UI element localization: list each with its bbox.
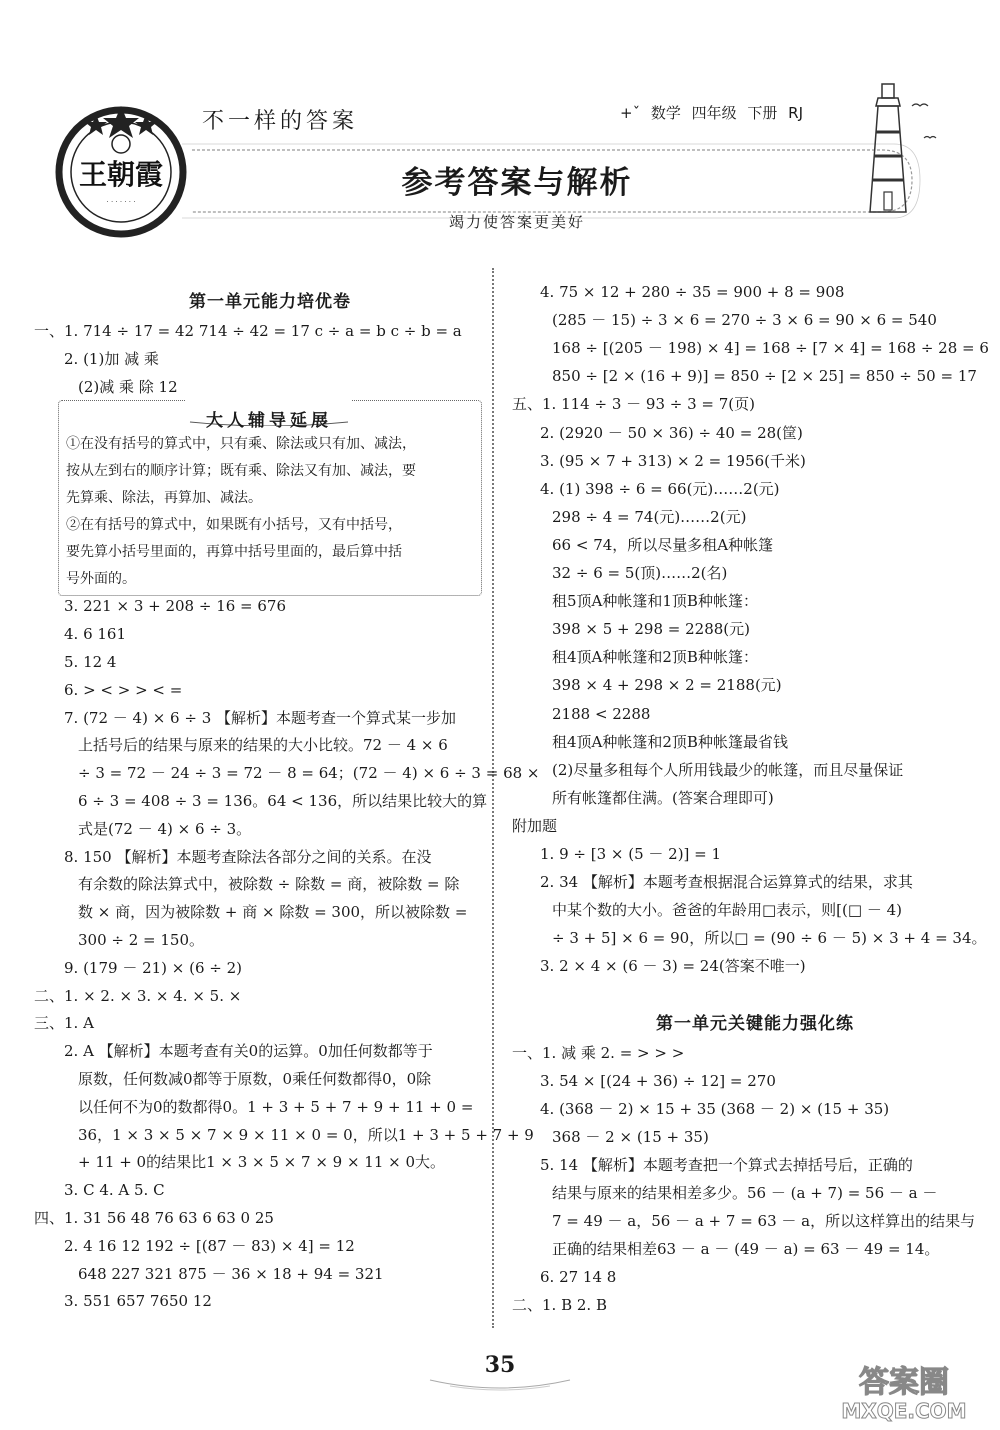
answer-line: ÷ 3 + 5] × 6 = 90，所以□ = (90 ÷ 6 － 5) × 3 + 4 = 34。 (552, 929, 987, 948)
answer-line: 附加题 (512, 816, 558, 835)
answer-line: 3. 221 × 3 + 208 ÷ 16 = 676 (64, 597, 287, 616)
answer-line: (285 － 15) ÷ 3 × 6 = 270 ÷ 3 × 6 = 90 × 6 = 540 (552, 311, 937, 330)
section-title: 第一单元关键能力强化练 (656, 1013, 854, 1034)
answer-line: 3. (95 × 7 + 313) × 2 = 1956(千米) (540, 451, 806, 470)
guidance-text: 号外面的。 (66, 571, 136, 588)
svg-text:MXQE.COM: MXQE.COM (841, 1399, 967, 1422)
answer-line: 正确的结果相差63 － a － (49 － a) = 63 － 49 = 14。 (552, 1240, 940, 1259)
answer-line: 二、1. B 2. B (512, 1296, 607, 1315)
answer-line: 3. 54 × [(24 + 36) ÷ 12] = 270 (540, 1071, 776, 1090)
brand-slogan: 不一样的答案 (202, 109, 359, 134)
page-title: 参考答案与解析 (401, 165, 633, 201)
svg-text:王朝霞: 王朝霞 (78, 158, 164, 191)
answer-line: 2. A 【解析】本题考查有关0的运算。0加任何数都等于 (64, 1042, 433, 1061)
answer-line: + 11 + 0的结果比1 × 3 × 5 × 7 × 9 × 11 × 0大。 (78, 1153, 446, 1172)
svg-text:· · · · · · ·: · · · · · · · (106, 198, 136, 206)
answer-line: 一、1. 减 乘 2. = > > > (512, 1043, 685, 1062)
answer-line: 6 ÷ 3 = 408 ÷ 3 = 136。64 < 136，所以结果比较大的算 (78, 792, 488, 810)
answer-line: 168 ÷ [(205 － 198) × 4] = 168 ÷ [7 × 4] = 168 ÷ 28 = 6 (552, 339, 989, 358)
answer-line: 中某个数的大小。爸爸的年龄用□表示，则[(□ － 4) (552, 901, 902, 920)
answer-line: 4. (1) 398 ÷ 6 = 66(元)……2(元) (540, 479, 780, 498)
answer-line: 368 － 2 × (15 + 35) (552, 1127, 709, 1146)
answer-line: 式是(72 － 4) × 6 ÷ 3。 (78, 819, 252, 838)
answer-line: 3. 551 657 7650 12 (64, 1292, 212, 1311)
answer-line: 850 ÷ [2 × (16 + 9)] = 850 ÷ [2 × 25] = 850 ÷ 50 = 17 (552, 367, 977, 386)
answer-line: 3. C 4. A 5. C (64, 1181, 165, 1200)
answer-line: 36，1 × 3 × 5 × 7 × 9 × 11 × 0 = 0，所以1 + 3 + 5 + 7 + 9 (78, 1125, 534, 1144)
brand-logo-seal (52, 100, 190, 238)
tagline: 竭力使答案更美好 (448, 213, 585, 231)
answer-line: 66 < 74，所以尽量多租A种帐篷 (552, 535, 774, 554)
answer-line: 2. (1)加 减 乘 (64, 349, 159, 368)
answer-line: 二、1. × 2. × 3. × 4. × 5. × (34, 986, 242, 1005)
section-title: 第一单元能力培优卷 (189, 292, 351, 312)
answer-line: 数 × 商，因为被除数 + 商 × 除数 = 300，所以被除数 = (78, 903, 468, 922)
answer-line: 32 ÷ 6 = 5(顶)……2(名) (552, 564, 728, 582)
site-watermark (818, 1358, 990, 1422)
answer-line: 租5顶A种帐篷和1顶B种帐篷： (552, 592, 758, 611)
answer-line: 9. (179 － 21) × (6 ÷ 2) (64, 958, 243, 977)
lighthouse-icon (838, 76, 948, 216)
answer-line: 三、1. A (34, 1014, 94, 1033)
answer-line: 2. 34 【解析】本题考查根据混合运算算式的结果，求其 (540, 873, 913, 892)
column-divider (492, 268, 494, 1328)
answer-line: 398 × 4 + 298 × 2 = 2188(元) (552, 676, 782, 695)
answer-line: 以任何不为0的数都得0。1 + 3 + 5 + 7 + 9 + 11 + 0 = (78, 1097, 474, 1116)
answer-line: 1. 9 ÷ [3 × (5 － 2)] = 1 (540, 845, 722, 863)
answer-line: 上括号后的结果与原来的结果的大小比较。72 － 4 × 6 (78, 736, 448, 755)
answer-line: 4. (368 － 2) × 15 + 35 (368 － 2) × (15 + 35) (540, 1099, 890, 1118)
page-number-ornament (420, 1372, 580, 1396)
guidance-text: 要先算小括号里面的，再算中括号里面的，最后算中括 (66, 544, 402, 561)
answer-line: 4. 6 161 (64, 625, 127, 644)
answer-line: 6. 27 14 8 (540, 1268, 617, 1287)
answer-line: ÷ 3 = 72 － 24 ÷ 3 = 72 － 8 = 64；(72 － 4) × 6 ÷ 3 = 68 × (78, 764, 540, 783)
answer-line: 5. 12 4 (64, 653, 117, 671)
answer-line: 2. 4 16 12 192 ÷ [(87 － 83) × 4] = 12 (64, 1236, 355, 1255)
answer-line: (2)尽量多租每个人所用钱最少的帐篷，而且尽量保证 (552, 760, 904, 779)
answer-line: 四、1. 31 56 48 76 63 6 63 0 25 (34, 1209, 274, 1227)
answer-line: 所有帐篷都住满。(答案合理即可) (552, 788, 774, 807)
answer-line: 6. > < > > < = (64, 680, 183, 699)
guidance-text: 先算乘、除法，再算加、减法。 (66, 490, 262, 507)
answer-line: 398 × 5 + 298 = 2288(元) (552, 620, 750, 639)
answer-line: 8. 150 【解析】本题考查除法各部分之间的关系。在没 (64, 847, 432, 866)
answer-line: (2)减 乘 除 12 (78, 377, 178, 396)
subject-grade-info: +ˇ 数学 四年级 下册 RJ (620, 104, 803, 122)
guidance-text: ①在没有括号的算式中，只有乘、除法或只有加、减法， (66, 436, 416, 453)
answer-line: 租4顶A种帐篷和2顶B种帐篷最省钱 (552, 732, 788, 751)
answer-line: 2188 < 2288 (552, 704, 651, 723)
answer-line: 5. 14 【解析】本题考查把一个算式去掉括号后，正确的 (540, 1155, 913, 1174)
answer-line: 有余数的除法算式中，被除数 ÷ 除数 = 商，被除数 = 除 (78, 875, 460, 894)
answer-line: 结果与原来的结果相差多少。56 － (a + 7) = 56 － a － (552, 1184, 938, 1202)
page-number: 35 (484, 1352, 516, 1378)
answer-line: 298 ÷ 4 = 74(元)……2(元) (552, 507, 747, 526)
answer-line: 2. (2920 － 50 × 36) ÷ 40 = 28(筐) (540, 423, 803, 442)
answer-line: 原数，任何数减0都等于原数，0乘任何数都得0，0除 (78, 1070, 432, 1088)
answer-line: 7 = 49 － a，56 － a + 7 = 63 － a，所以这样算出的结果与 (552, 1212, 976, 1231)
answer-line: 648 227 321 875 － 36 × 18 + 94 = 321 (78, 1264, 384, 1283)
answer-line: 3. 2 × 4 × (6 － 3) = 24(答案不唯一) (540, 957, 806, 976)
answer-line: 一、1. 714 ÷ 17 = 42 714 ÷ 42 = 17 c ÷ a = b c ÷ b = a (34, 322, 462, 340)
answer-line: 五、1. 114 ÷ 3 － 93 ÷ 3 = 7(页) (512, 395, 755, 414)
answer-line: 租4顶A种帐篷和2顶B种帐篷： (552, 648, 758, 667)
guidance-text: ②在有括号的算式中，如果既有小括号，又有中括号， (66, 517, 402, 534)
answer-line: 7. (72 － 4) × 6 ÷ 3 【解析】本题考查一个算式某一步加 (64, 708, 457, 727)
svg-text:答案圈: 答案圈 (859, 1365, 949, 1400)
parent-guidance-heading: 大人辅导延展 (206, 411, 332, 432)
answer-line: 4. 75 × 12 + 280 ÷ 35 = 900 + 8 = 908 (540, 283, 845, 301)
answer-line: 300 ÷ 2 = 150。 (78, 931, 205, 949)
guidance-text: 按从左到右的顺序计算；既有乘、除法又有加、减法，要 (66, 463, 416, 480)
